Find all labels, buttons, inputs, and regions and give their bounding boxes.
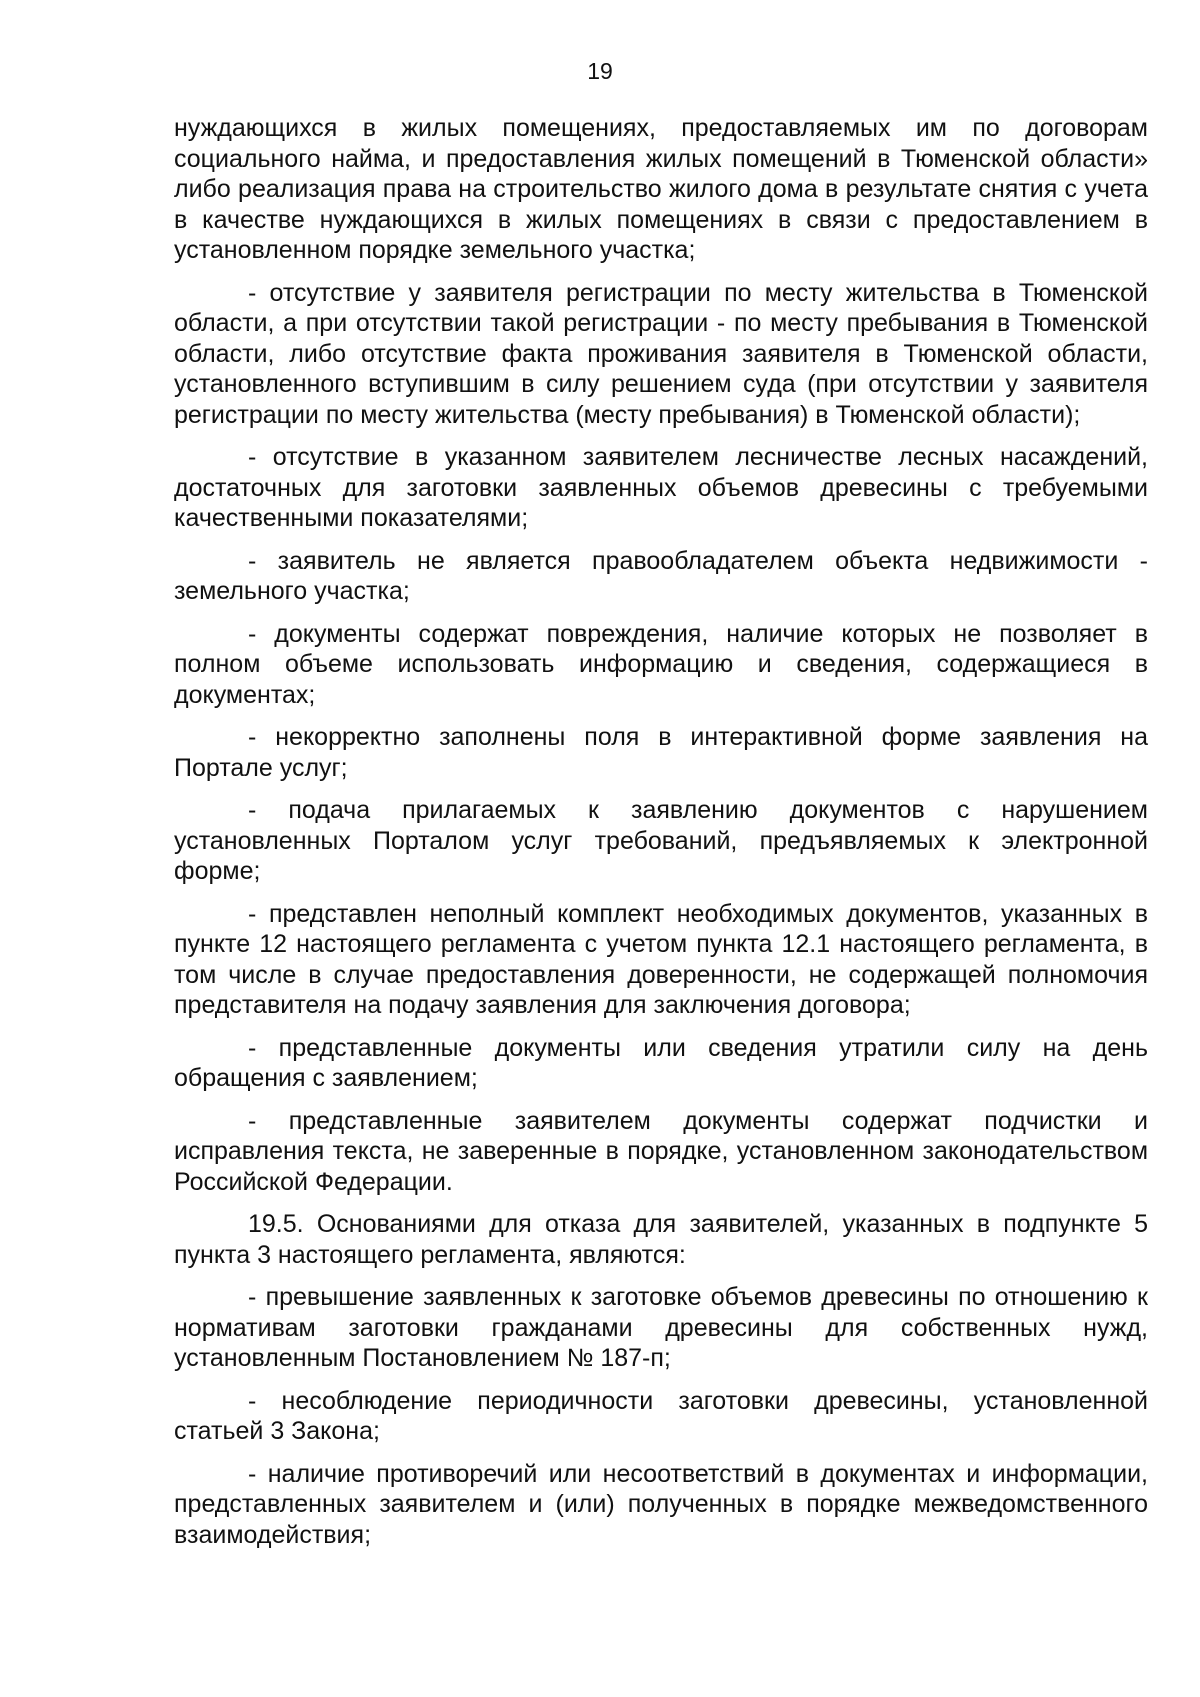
paragraph-periodicity: - несоблюдение периодичности заготовки древесины, установленной статьей 3 Закона; — [174, 1386, 1148, 1445]
paragraph-no-forest-stands: - отсутствие в указанном заявителем лесничестве лесных насаждений, достаточных для заготовки заявленных объемов древесины с требуемыми качественными показателями; — [174, 443, 1148, 532]
page-number: 19 — [587, 58, 613, 84]
paragraph-corrections: - представленные заявителем документы содержат подчистки и исправления текста, не заверенные в порядке, установленном законодательством Российской Федерации. — [174, 1106, 1148, 1196]
paragraph-incorrect-fields: - некорректно заполнены поля в интерактивной форме заявления на Портале услуг; — [174, 723, 1148, 782]
document-body — [174, 113, 1148, 1562]
paragraph-section-19-5: 19.5. Основаниями для отказа для заявителей, указанных в подпункте 5 пункта 3 настоящего регламента, являются: — [174, 1210, 1148, 1269]
paragraph-continuation: нуждающихся в жилых помещениях, предоставляемых им по договорам социального найма, и предоставления жилых помещений в Тюменской области» либо реализация права на строительство жилого дома в результате снятия с учета в качестве нуждающихся в жилых помещениях в связи с предоставлением в установленном порядке земельного участка; — [174, 114, 1148, 264]
paragraph-format-violation: - подача прилагаемых к заявлению документов с нарушением установленных Порталом услуг требований, предъявляемых к электронной форме; — [174, 796, 1148, 885]
paragraph-incomplete-set: - представлен неполный комплект необходимых документов, указанных в пункте 12 настоящего регламента с учетом пункта 12.1 настоящего регламента, в том числе в случае предоставления доверенности, не содержащей полномочия представителя на подачу заявления для заключения договора; — [174, 899, 1148, 1019]
paragraph-expired-documents: - представленные документы или сведения утратили силу на день обращения с заявлением; — [174, 1033, 1148, 1092]
paragraph-volume-excess: - превышение заявленных к заготовке объемов древесины по отношению к нормативам заготовки гражданами древесины для собственных нужд, установленным Постановлением № 187-п; — [174, 1283, 1148, 1372]
paragraph-damaged-documents: - документы содержат повреждения, наличие которых не позволяет в полном объеме использовать информацию и сведения, содержащиеся в документах; — [174, 619, 1148, 709]
paragraph-contradictions: - наличие противоречий или несоответствий в документах и информации, представленных заявителем и (или) полученных в порядке межведомственного взаимодействия; — [174, 1459, 1148, 1549]
paragraph-not-rightholder: - заявитель не является правообладателем объекта недвижимости - земельного участка; — [174, 546, 1148, 605]
paragraph-no-registration: - отсутствие у заявителя регистрации по месту жительства в Тюменской области, а при отсутствии такой регистрации - по месту пребывания в Тюменской области, либо отсутствие факта проживания заявителя в Тюменской области, установленного вступившим в силу решением суда (при отсутствии у заявителя регистрации по месту жительства (месту пребывания) в Тюменской области); — [174, 278, 1148, 429]
